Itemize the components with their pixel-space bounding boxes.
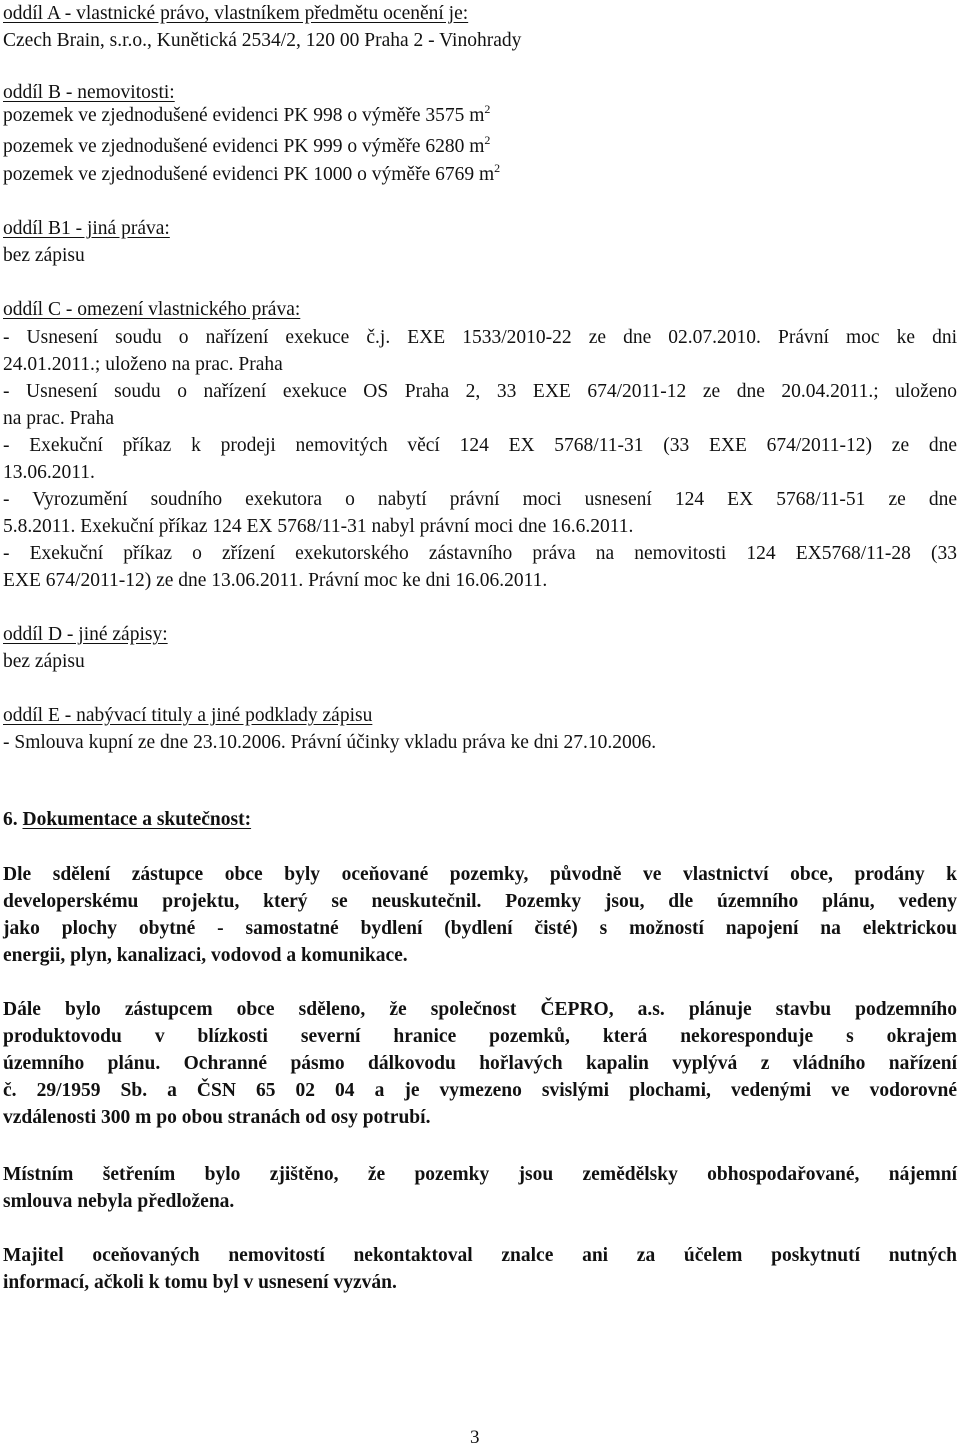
paragraph-line: energii, plyn, kanalizaci, vodovod a komunikace. xyxy=(3,945,408,966)
section-e-content: - Smlouva kupní ze dne 23.10.2006. Právní účinky vkladu práva ke dni 27.10.2006. xyxy=(3,732,657,753)
page-number: 3 xyxy=(470,1427,480,1448)
section-b1-content: bez zápisu xyxy=(3,245,85,266)
section-c-line: na prac. Praha xyxy=(3,408,114,429)
parcel-item: pozemek ve zjednodušené evidenci PK 999 o výměře 6280 $m^2$ xyxy=(3,133,491,157)
section-c-line: EXE 674/2011-12) ze dne 13.06.2011. Právní moc ke dni 16.06.2011. xyxy=(3,570,548,591)
section-d-content: bez zápisu xyxy=(3,651,85,672)
parcel-item: pozemek ve zjednodušené evidenci PK 1000 o výměře 6769 $m^2$ xyxy=(3,161,501,185)
section-b-heading: oddíl B - nemovitosti: xyxy=(3,82,175,103)
paragraph-line: jako plochy obytné - samostatné bydlení (bydlení čisté) s možností napojení na elektrickou xyxy=(3,918,957,939)
paragraph-line: Dále bylo zástupcem obce sděleno, že společnost ČEPRO, a.s. plánuje stavbu podzemního xyxy=(3,999,957,1020)
section-a-heading: oddíl A - vlastnické právo, vlastníkem předmětu ocenění je: xyxy=(3,3,469,24)
section-a-owner: Czech Brain, s.r.o., Kunětická 2534/2, 120 00 Praha 2 - Vinohrady xyxy=(3,30,522,51)
section-c-heading: oddíl C - omezení vlastnického práva: xyxy=(3,299,301,320)
paragraph-line: Místním šetřením bylo zjištěno, že pozemky jsou zemědělsky obhospodařované, nájemní xyxy=(3,1164,957,1185)
section-c-line: - Vyrozumění soudního exekutora o nabytí právní moci usnesení 124 EX 5768/11-51 ze dne xyxy=(3,489,957,510)
section-c-line: - Exekuční příkaz o zřízení exekutorského zástavního práva na nemovitosti 124 EX5768/11-28 (33 xyxy=(3,543,957,564)
paragraph-line: smlouva nebyla předložena. xyxy=(3,1191,235,1212)
parcel-item: pozemek ve zjednodušené evidenci PK 998 o výměře 3575 $m^2$ xyxy=(3,102,491,126)
paragraph-line: územního plánu. Ochranné pásmo dálkovodu hořlavých kapalin vyplývá z vládního nařízení xyxy=(3,1053,957,1074)
paragraph-line: Dle sdělení zástupce obce byly oceňované pozemky, původně ve vlastnictví obce, prodány k xyxy=(3,864,957,885)
paragraph-line: developerskému projektu, který se neuskutečnil. Pozemky jsou, dle územního plánu, vedeny xyxy=(3,891,957,912)
section-e-heading: oddíl E - nabývací tituly a jiné podklady zápisu xyxy=(3,705,373,726)
section-6-number: 6. xyxy=(3,809,18,830)
paragraph-line: vzdálenosti 300 m po obou stranách od osy potrubí. xyxy=(3,1107,431,1128)
section-c-line: 13.06.2011. xyxy=(3,462,95,483)
section-d-heading: oddíl D - jiné zápisy: xyxy=(3,624,168,645)
paragraph-line: produktovodu v blízkosti severní hranice pozemků, která nekoresponduje s okrajem xyxy=(3,1026,957,1047)
paragraph-line: č. 29/1959 Sb. a ČSN 65 02 04 a je vymezeno svislými plochami, vedenými ve vodorovné xyxy=(3,1080,957,1101)
section-c-line: 5.8.2011. Exekuční příkaz 124 EX 5768/11-31 nabyl právní moci dne 16.6.2011. xyxy=(3,516,634,537)
section-6-title: Dokumentace a skutečnost: xyxy=(22,809,252,830)
section-c-line: - Usnesení soudu o nařízení exekuce OS Praha 2, 33 EXE 674/2011-12 ze dne 20.04.2011.; uloženo xyxy=(3,381,957,402)
section-6-heading xyxy=(3,808,251,832)
paragraph-line: Majitel oceňovaných nemovitostí nekontaktoval znalce ani za účelem poskytnutí nutných xyxy=(3,1245,957,1266)
section-c-line: 24.01.2011.; uloženo na prac. Praha xyxy=(3,354,283,375)
paragraph-line: informací, ačkoli k tomu byl v usnesení vyzván. xyxy=(3,1272,397,1293)
section-c-line: - Exekuční příkaz k prodeji nemovitých věcí 124 EX 5768/11-31 (33 EXE 674/2011-12) ze dne xyxy=(3,435,957,456)
section-b1-heading: oddíl B1 - jiná práva: xyxy=(3,218,170,239)
section-c-line: - Usnesení soudu o nařízení exekuce č.j. EXE 1533/2010-22 ze dne 02.07.2010. Právní moc ke dni xyxy=(3,327,957,348)
